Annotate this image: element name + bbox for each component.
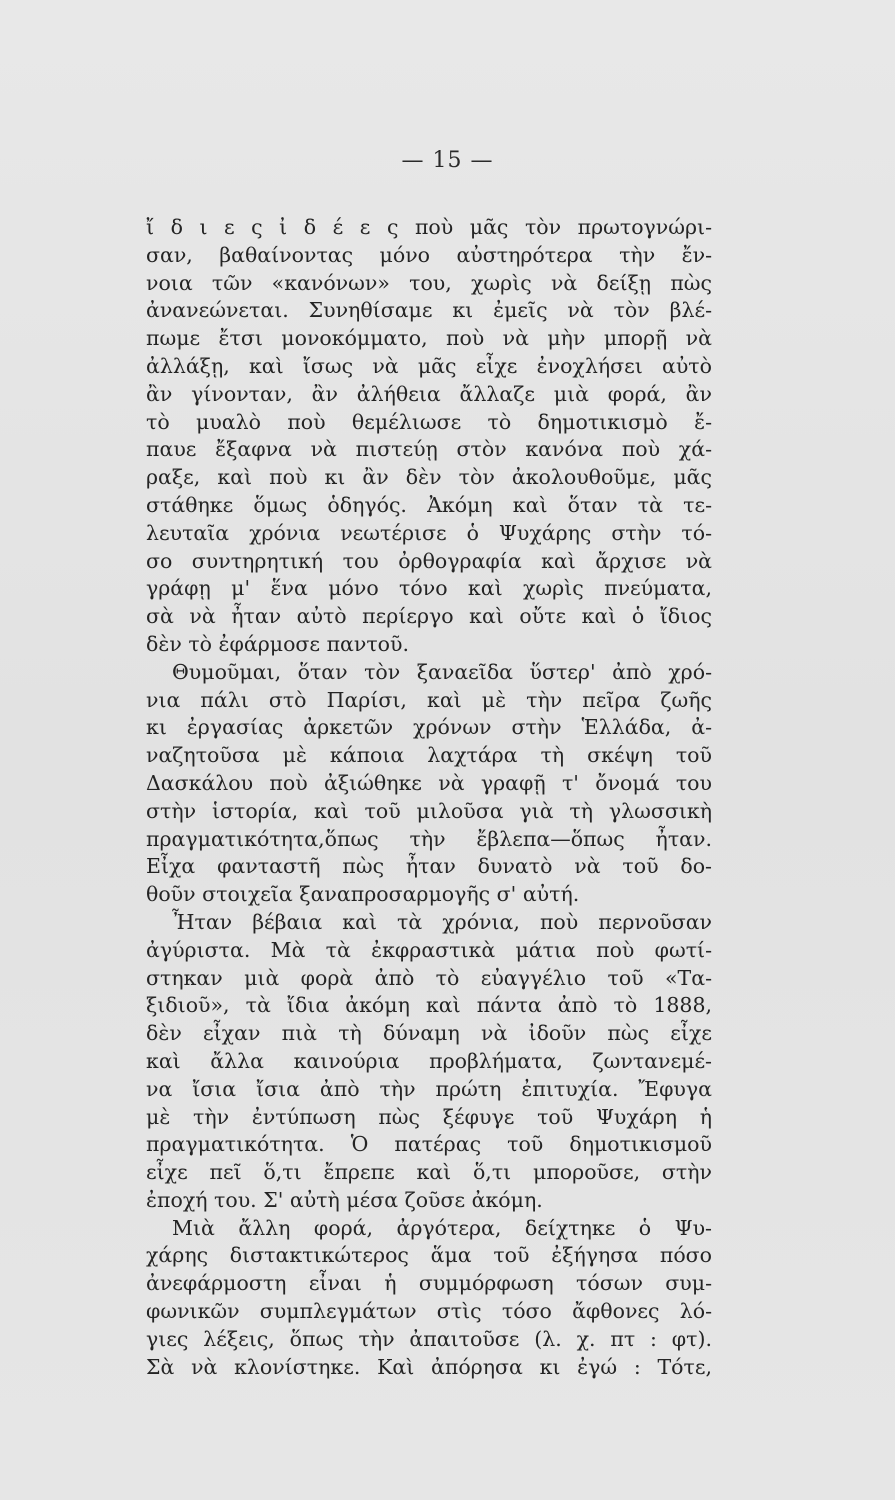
- text-line: πωμε ἔτσι μονοκόμματο, ποὺ νὰ μὴν μπορῇ νὰ: [146, 326, 712, 351]
- text-line: γιες λέξεις, ὅπως τὴν ἀπαιτοῦσε (λ. χ. πτ : φτ).: [146, 1326, 712, 1351]
- text-line: ἐποχή του. Σ' αὐτὴ μέσα ζοῦσε ἀκόμη.: [146, 1187, 543, 1212]
- text-line: ἀλλάξῃ, καὶ ἴσως νὰ μᾶς εἶχε ἐνοχλήσει αὐτὸ: [146, 353, 712, 378]
- text-line: ἴ δ ι ε ς ἰ δ έ ε ς ποὺ μᾶς τὸν πρωτογνώρι-: [146, 215, 712, 239]
- text-line: Σὰ νὰ κλονίστηκε. Καὶ ἀπόρησα κι ἐγώ : Τότε,: [146, 1354, 712, 1379]
- text-line: ἂν γίνονταν, ἂν ἀλήθεια ἄλλαζε μιὰ φορά, ἂν: [146, 381, 712, 406]
- text-line: Εἶχα φανταστῆ πὼς ἦταν δυνατὸ νὰ τοῦ δο-: [146, 854, 712, 879]
- text-line: δὲν τὸ ἐφάρμοσε παντοῦ.: [146, 631, 410, 656]
- text-line: μὲ τὴν ἐντύπωση πὼς ξέφυγε τοῦ Ψυχάρη ἡ: [146, 1104, 712, 1129]
- text-line: τὸ μυαλὸ ποὺ θεμέλιωσε τὸ δημοτικισμὸ ἔ-: [146, 409, 712, 434]
- text-line: στάθηκε ὅμως ὁδηγός. Ἀκόμη καὶ ὅταν τὰ τε-: [146, 492, 712, 517]
- text-line: Ἦταν βέβαια καὶ τὰ χρόνια, ποὺ περνοῦσαν: [172, 909, 712, 934]
- text-line: λευταῖα χρόνια νεωτέρισε ὁ Ψυχάρης στὴν τό-: [146, 520, 712, 545]
- text-line: ἀνεφάρμοστη εἶναι ἡ συμμόρφωση τόσων συμ-: [146, 1271, 712, 1296]
- text-line: στὴν ἱστορία, καὶ τοῦ μιλοῦσα γιὰ τὴ γλωσσικὴ: [146, 798, 712, 823]
- text-line: νια πάλι στὸ Παρίσι, καὶ μὲ τὴν πεῖρα ζωῆς: [146, 687, 712, 712]
- text-line: ἀνανεώνεται. Συνηθίσαμε κι ἐμεῖς νὰ τὸν βλέ-: [146, 298, 712, 323]
- text-line: φωνικῶν συμπλεγμάτων στὶς τόσο ἄφθονες λό-: [146, 1299, 712, 1324]
- text-line: ἀγύριστα. Μὰ τὰ ἐκφραστικὰ μάτια ποὺ φωτί-: [146, 937, 712, 962]
- text-line: ξιδιοῦ», τὰ ἴδια ἀκόμη καὶ πάντα ἀπὸ τὸ 1888,: [146, 993, 712, 1018]
- text-line: δὲν εἶχαν πιὰ τὴ δύναμη νὰ ἰδοῦν πὼς εἶχε: [146, 1021, 712, 1046]
- text-line: σὰ νὰ ἦταν αὐτὸ περίεργο καὶ οὔτε καὶ ὁ ἴδιος: [146, 604, 712, 629]
- text-line: Μιὰ ἄλλη φορά, ἀργότερα, δείχτηκε ὁ Ψυ-: [172, 1215, 712, 1240]
- text-line: χάρης διστακτικώτερος ἅμα τοῦ ἐξήγησα πόσο: [146, 1243, 712, 1268]
- text-line: νοια τῶν «κανόνων» του, χωρὶς νὰ δείξῃ πὼς: [146, 270, 712, 295]
- text-line: στηκαν μιὰ φορὰ ἀπὸ τὸ εὐαγγέλιο τοῦ «Τα-: [146, 965, 712, 990]
- text-line: παυε ἔξαφνα νὰ πιστεύῃ στὸν κανόνα ποὺ χά-: [146, 437, 712, 462]
- text-line: πραγματικότητα. Ὁ πατέρας τοῦ δημοτικισμοῦ: [146, 1132, 712, 1157]
- text-line: σο συντηρητική του ὀρθογραφία καὶ ἄρχισε νὰ: [146, 548, 712, 573]
- text-line: ναζητοῦσα μὲ κάποια λαχτάρα τὴ σκέψη τοῦ: [146, 743, 712, 768]
- text-line: πραγματικότητα,ὅπως τὴν ἔβλεπα—ὅπως ἦταν.: [146, 826, 712, 851]
- text-line: γράφῃ μ' ἕνα μόνο τόνο καὶ χωρὶς πνεύματα,: [146, 576, 712, 601]
- text-line: Δασκάλου ποὺ ἀξιώθηκε νὰ γραφῇ τ' ὄνομά του: [146, 770, 712, 795]
- body-text: [146, 214, 712, 1381]
- text-line: ραξε, καὶ ποὺ κι ἂν δὲν τὸν ἀκολουθοῦμε, μᾶς: [146, 465, 712, 490]
- text-line: θοῦν στοιχεῖα ξαναπροσαρμογῆς σ' αὐτή.: [146, 882, 580, 907]
- text-line: εἶχε πεῖ ὅ,τι ἔπρεπε καὶ ὅ,τι μποροῦσε, στὴν: [146, 1160, 712, 1185]
- text-line: σαν, βαθαίνοντας μόνο αὐστηρότερα τὴν ἔν-: [146, 242, 712, 267]
- text-line: να ἴσια ἴσια ἀπὸ τὴν πρώτη ἐπιτυχία. Ἔφυγα: [146, 1076, 712, 1101]
- page-number: — 15 —: [401, 148, 494, 173]
- text-line: κι ἐργασίας ἀρκετῶν χρόνων στὴν Ἑλλάδα, ἀ-: [146, 715, 712, 740]
- text-line: Θυμοῦμαι, ὅταν τὸν ξαναεῖδα ὕστερ' ἀπὸ χρό-: [172, 659, 712, 684]
- text-line: καὶ ἄλλα καινούρια προβλήματα, ζωντανεμέ-: [146, 1048, 712, 1073]
